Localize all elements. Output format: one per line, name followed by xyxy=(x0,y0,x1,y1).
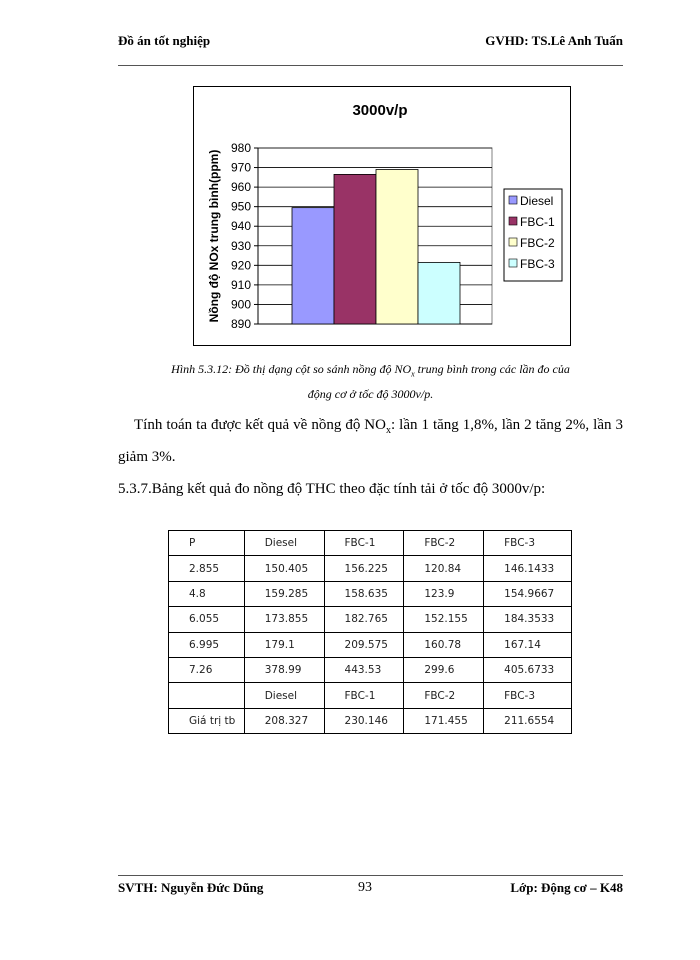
table-cell: 171.455 xyxy=(404,708,484,733)
table-cell: 208.327 xyxy=(244,708,324,733)
footer-class: Lớp: Động cơ – K48 xyxy=(510,880,623,895)
y-tick-label: 980 xyxy=(230,141,251,155)
table-cell: 6.995 xyxy=(169,632,245,657)
y-tick-label: 970 xyxy=(230,160,251,175)
table-cell: 443.53 xyxy=(324,657,404,682)
y-tick-label: 940 xyxy=(230,219,251,234)
thc-results-table xyxy=(168,530,572,734)
table-row xyxy=(169,531,572,556)
table-cell: FBC-3 xyxy=(484,683,572,708)
y-tick-label: 900 xyxy=(230,297,251,312)
table-cell: Diesel xyxy=(244,531,324,556)
legend-label: FBC-3 xyxy=(520,257,555,271)
table-cell: 2.855 xyxy=(169,556,245,581)
legend-swatch xyxy=(509,259,517,267)
bar-fbc-3 xyxy=(418,262,460,324)
table-cell: 405.6733 xyxy=(484,657,572,682)
caption-text-1: Hình 5.3.12: Đồ thị dạng cột so sánh nồng độ NO xyxy=(171,362,412,376)
page-header xyxy=(118,33,623,53)
bar-diesel xyxy=(292,208,334,324)
caption-text-3: động cơ ở tốc độ 3000v/p. xyxy=(307,387,434,402)
table-cell: 184.3533 xyxy=(484,607,572,632)
legend-label: FBC-1 xyxy=(520,215,555,229)
table-cell: 6.055 xyxy=(169,607,245,632)
table-cell: FBC-2 xyxy=(404,531,484,556)
y-tick-label: 930 xyxy=(230,238,251,253)
y-tick-label: 960 xyxy=(230,180,251,195)
table-row xyxy=(169,708,572,733)
table-cell: FBC-3 xyxy=(484,531,572,556)
table-cell: 378.99 xyxy=(244,657,324,682)
table-cell: 182.765 xyxy=(324,607,404,632)
legend-label: FBC-2 xyxy=(520,236,555,250)
table-cell: 120.84 xyxy=(404,556,484,581)
header-rule xyxy=(118,65,623,66)
caption-subscript: x xyxy=(411,369,415,379)
table-cell xyxy=(169,683,245,708)
para-text-2: : lần 1 tăng 1,8%, lần 2 tăng 2%, lần 3 giảm 3%. xyxy=(118,417,623,465)
caption-text-2: trung bình trong các lần đo của xyxy=(414,362,570,376)
table-cell: Giá trị tb xyxy=(169,708,245,733)
table-row xyxy=(169,657,572,682)
table-cell: 167.14 xyxy=(484,632,572,657)
table-cell: FBC-2 xyxy=(404,683,484,708)
table-cell: 146.1433 xyxy=(484,556,572,581)
table-row xyxy=(169,556,572,581)
table-cell: 156.225 xyxy=(324,556,404,581)
table-cell: 230.146 xyxy=(324,708,404,733)
table-cell: 299.6 xyxy=(404,657,484,682)
table-row xyxy=(169,607,572,632)
para-subscript: x xyxy=(385,425,391,436)
table-row xyxy=(169,683,572,708)
y-tick-label: 920 xyxy=(230,258,251,273)
y-tick-label: 910 xyxy=(230,277,251,292)
bar-fbc-2 xyxy=(376,170,418,324)
table-cell: Diesel xyxy=(244,683,324,708)
table-cell: P xyxy=(169,531,245,556)
footer-student: SVTH: Nguyễn Đức Dũng xyxy=(118,880,264,895)
table-cell: 209.575 xyxy=(324,632,404,657)
table-cell: 123.9 xyxy=(404,581,484,606)
table-cell: 158.635 xyxy=(324,581,404,606)
chart-title: 3000v/p xyxy=(352,102,408,119)
y-tick-label: 890 xyxy=(230,317,251,331)
legend-swatch xyxy=(509,238,517,246)
footer-rule xyxy=(118,875,623,876)
table-cell: 160.78 xyxy=(404,632,484,657)
table-cell: 4.8 xyxy=(169,581,245,606)
legend-label: Diesel xyxy=(520,194,554,208)
y-axis-label: Nồng độ NOx trung bình(ppm) xyxy=(207,149,221,323)
table-cell: 159.285 xyxy=(244,581,324,606)
table-cell: 179.1 xyxy=(244,632,324,657)
table-cell: FBC-1 xyxy=(324,531,404,556)
table-cell: 7.26 xyxy=(169,657,245,682)
page-footer xyxy=(118,880,623,900)
table-cell: FBC-1 xyxy=(324,683,404,708)
header-title: Đồ án tốt nghiệp xyxy=(118,33,211,48)
table-cell: 154.9667 xyxy=(484,581,572,606)
legend-swatch xyxy=(509,217,517,225)
section-heading: 5.3.7.Bảng kết quả đo nồng độ THC theo đặc tính tải ở tốc độ 3000v/p: xyxy=(118,481,546,497)
result-paragraph xyxy=(118,412,623,470)
table-cell: 150.405 xyxy=(244,556,324,581)
chart-canvas xyxy=(194,87,570,345)
figure-caption xyxy=(118,359,623,404)
table-cell: 173.855 xyxy=(244,607,324,632)
y-tick-label: 950 xyxy=(230,199,251,214)
table-row xyxy=(169,581,572,606)
bar-fbc-1 xyxy=(334,174,376,324)
table-row xyxy=(169,632,572,657)
page-number: 93 xyxy=(358,880,372,895)
table-cell: 152.155 xyxy=(404,607,484,632)
legend-swatch xyxy=(509,196,517,204)
header-advisor: GVHD: TS.Lê Anh Tuấn xyxy=(485,33,623,48)
para-text-1: Tính toán ta được kết quả về nồng độ NO xyxy=(134,417,386,433)
nox-bar-chart xyxy=(193,86,571,346)
table-cell: 211.6554 xyxy=(484,708,572,733)
